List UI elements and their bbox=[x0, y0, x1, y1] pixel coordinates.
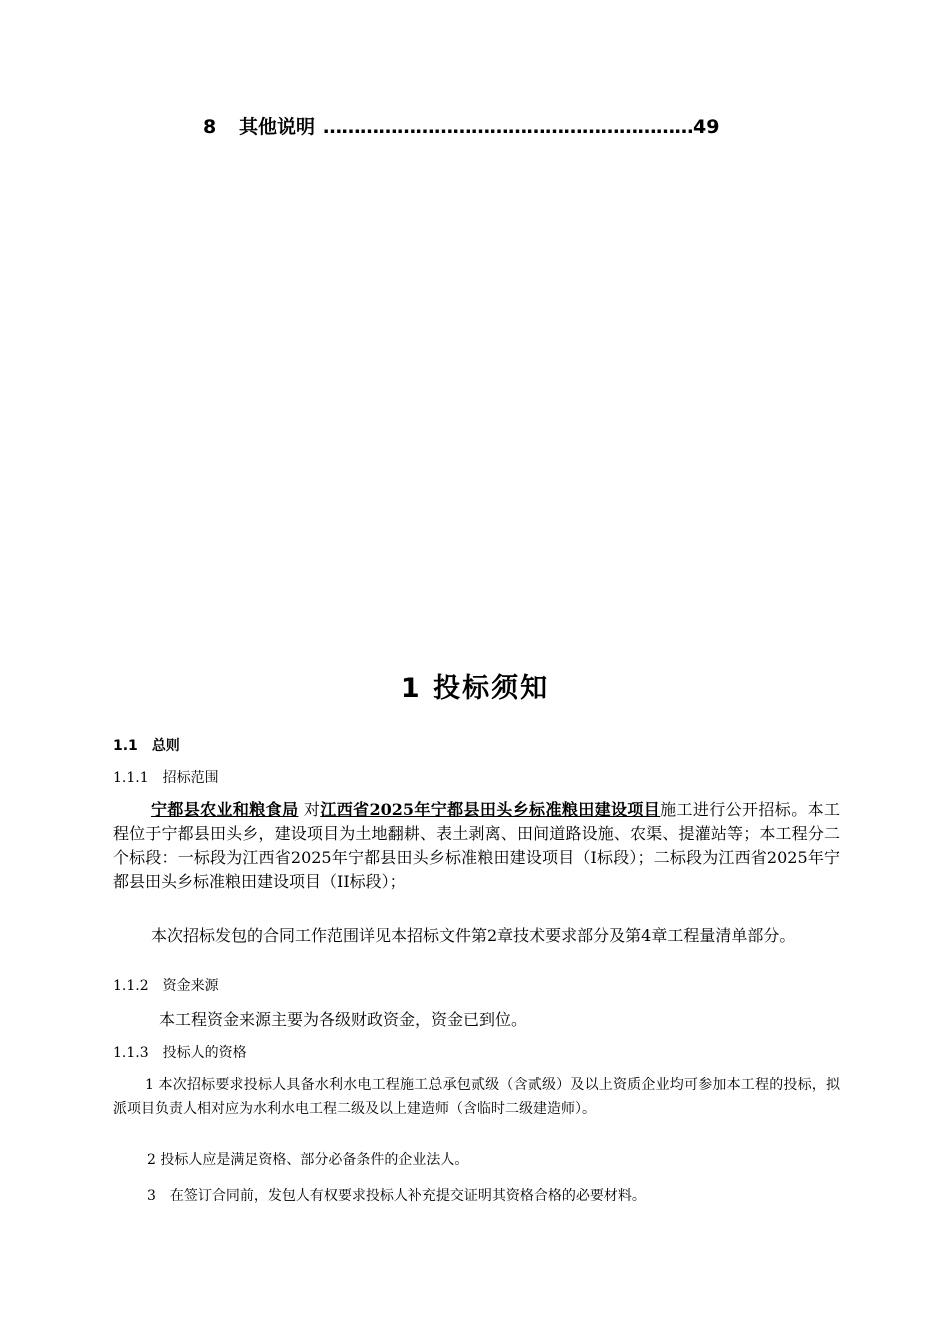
toc-leader-dots: …………………………………………………… bbox=[323, 116, 694, 138]
subsection-heading-1-1-2 bbox=[113, 975, 219, 995]
toc-entry-page: 49 bbox=[693, 116, 720, 138]
subsection-title: 投标人的资格 bbox=[162, 1045, 247, 1061]
paragraph-text: 对 bbox=[298, 800, 321, 819]
paragraph-contract-scope: 本次招标发包的合同工作范围详见本招标文件第2章技术要求部分及第4章工程量清单部分。 bbox=[151, 926, 796, 945]
project-name: 江西省2025年宁都县田头乡标准粮田建设项目 bbox=[320, 800, 661, 819]
subsection-number: 1.1.3 bbox=[113, 1045, 149, 1061]
chapter-title: 1 投标须知 bbox=[400, 673, 550, 704]
paragraph-qualification-2: 2 投标人应是满足资格、部分必备条件的企业法人。 bbox=[147, 1152, 469, 1168]
subsection-heading-1-1-3 bbox=[113, 1042, 247, 1062]
subsection-number: 1.1.1 bbox=[113, 770, 149, 786]
paragraph-funding: 本工程资金来源主要为各级财政资金，资金已到位。 bbox=[159, 1010, 528, 1029]
paragraph-qualification-3: 3 在签订合同前，发包人有权要求投标人补充提交证明其资格合格的必要材料。 bbox=[147, 1188, 646, 1204]
subsection-heading-1-1-1 bbox=[113, 767, 219, 787]
owner-name: 宁都县农业和粮食局 bbox=[151, 800, 299, 819]
paragraph-scope bbox=[113, 798, 840, 894]
paragraph-qualification-1: 1 本次招标要求投标人具备水利水电工程施工总承包贰级（含贰级）及以上资质企业均可参加本工程的投标，拟派项目负责人相对应为水利水电工程二级及以上建造师（含临时二级建造师）。 bbox=[113, 1077, 840, 1117]
toc-entry[interactable] bbox=[203, 112, 719, 139]
subsection-number: 1.1.2 bbox=[113, 978, 149, 994]
toc-entry-number: 8 bbox=[203, 116, 217, 138]
subsection-title: 资金来源 bbox=[162, 978, 219, 994]
section-heading-1-1 bbox=[113, 735, 180, 755]
toc-entry-title: 其他说明 bbox=[239, 116, 316, 138]
subsection-title: 招标范围 bbox=[162, 770, 219, 786]
section-number: 1.1 bbox=[113, 738, 138, 754]
paragraph-text: 施工进行公开招标。本工程位于宁都县田头乡，建设项目为土地翻耕、表土剥离、田间道路设施、农渠、提灌站等；本工程分二个标段：一标段为江西省2025年宁都县田头乡标准粮田建设项目（I标段）；二标段为江西省2025年宁都县田头乡标准粮田建设项目（II标段）； bbox=[113, 800, 840, 891]
section-title: 总则 bbox=[151, 738, 180, 754]
